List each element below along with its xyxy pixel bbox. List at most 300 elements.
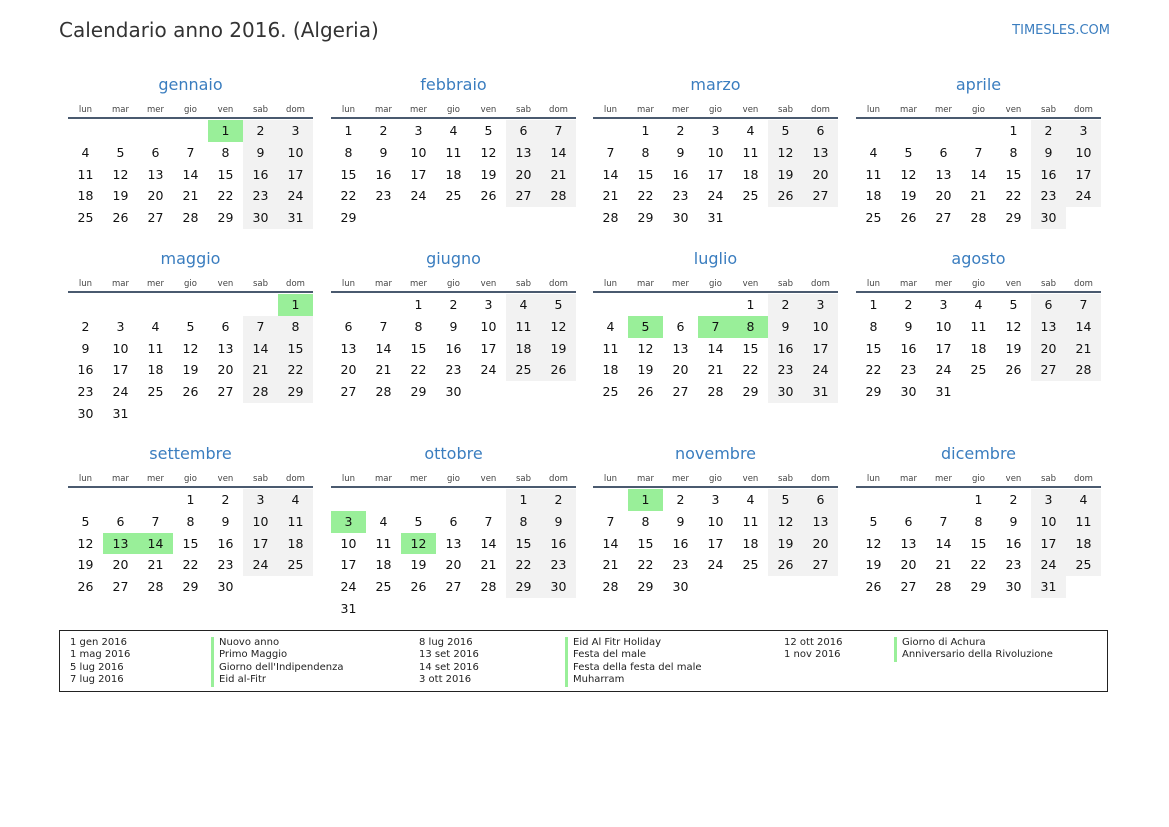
empty-cell [366,489,401,511]
legend-holiday-name: Giorno dell'Indipendenza [211,662,344,674]
day-cell: 31 [1031,576,1066,598]
day-cell: 4 [449,123,458,138]
weekday-label: dom [1074,105,1093,115]
day-cell: 11 [970,318,987,334]
day-cell: 11 [278,511,313,533]
weekday-header [856,97,1101,119]
legend-holiday-name: Giorno di Achura [894,637,1053,649]
day-grid [856,120,1101,229]
day-cell: 7 [484,513,493,529]
day-cell: 9 [221,513,230,529]
legend-date: 1 mag 2016 [70,649,131,661]
weekday-label: ven [217,279,234,289]
weekday-label: ven [480,279,497,289]
weekday-label: mer [671,474,689,484]
day-cell: 14 [1066,316,1101,338]
legend-name-column [894,637,1053,662]
day-cell: 6 [939,144,948,160]
day-cell: 7 [939,513,948,529]
weekday-label: dom [811,474,830,484]
day-cell: 17 [707,166,724,182]
day-cell: 5 [869,513,878,529]
day-cell: 2 [243,120,278,142]
month-title: agosto [951,249,1006,268]
legend-date: 7 lug 2016 [70,674,124,686]
day-cell: 20 [803,164,838,186]
day-cell: 6 [116,513,125,529]
weekday-label: mer [934,105,952,115]
weekday-label: lun [78,474,93,484]
day-cell: 11 [375,535,392,551]
day-cell: 29 [182,579,199,595]
day-cell: 21 [480,557,497,573]
day-cell: 22 [742,362,759,378]
weekday-label: sab [777,105,794,115]
day-cell: 25 [742,188,759,204]
day-cell: 31 [340,600,357,616]
day-cell: 28 [541,185,576,207]
empty-cell [366,294,401,316]
day-cell: 22 [340,188,357,204]
day-cell: 30 [672,210,689,226]
day-grid [593,489,838,598]
day-cell: 9 [676,513,685,529]
day-cell: 14 [243,338,278,360]
weekday-label: gio [447,279,460,289]
day-cell: 29 [1005,210,1022,226]
day-cell: 22 [637,188,654,204]
day-cell: 5 [484,123,493,138]
empty-cell [208,294,243,316]
day-cell: 5 [541,294,576,316]
day-cell: 15 [1005,166,1022,182]
month-settembre [68,442,313,598]
weekday-label: lun [78,279,93,289]
month-title: luglio [693,249,738,268]
day-cell: 14 [541,142,576,164]
day-cell: 4 [746,492,755,507]
empty-cell [471,489,506,511]
day-cell: 27 [217,384,234,400]
day-cell: 20 [112,557,129,573]
day-grid [331,294,576,403]
day-cell: 7 [1066,294,1101,316]
day-cell: 10 [340,535,357,551]
day-cell: 16 [375,166,392,182]
day-cell: 2 [904,297,913,312]
weekday-header [856,466,1101,488]
day-cell: 7 [974,144,983,160]
day-cell: 28 [480,579,497,595]
day-cell: 25 [147,384,164,400]
day-cell: 12 [1005,318,1022,334]
day-cell: 3 [803,294,838,316]
empty-cell [68,120,103,142]
weekday-label: sab [777,474,794,484]
day-cell: 3 [278,120,313,142]
day-cell: 17 [278,164,313,186]
day-cell: 29 [340,210,357,226]
weekday-label: mer [409,105,427,115]
day-cell: 23 [541,554,576,576]
day-cell: 17 [1031,533,1066,555]
empty-cell [663,294,698,316]
legend-name-column [211,637,344,687]
weekday-label: ven [1005,279,1022,289]
empty-cell [331,294,366,316]
weekday-label: ven [742,279,759,289]
weekday-label: mar [637,279,654,289]
day-cell: 15 [410,340,427,356]
empty-cell [68,294,103,316]
day-cell: 19 [768,533,803,555]
day-cell: 19 [768,164,803,186]
day-cell: 21 [602,557,619,573]
day-cell: 29 [637,579,654,595]
day-cell: 21 [970,188,987,204]
day-cell: 6 [221,318,230,334]
day-cell: 23 [672,188,689,204]
weekday-label: sab [252,279,269,289]
holiday-day-cell: 1 [208,120,243,142]
day-cell: 3 [1031,489,1066,511]
day-cell: 30 [445,384,462,400]
day-cell: 26 [768,554,803,576]
day-cell: 3 [243,489,278,511]
day-cell: 15 [506,533,541,555]
weekday-label: gio [184,474,197,484]
day-cell: 4 [869,144,878,160]
day-grid [856,489,1101,598]
day-cell: 20 [803,533,838,555]
day-cell: 7 [151,513,160,529]
day-cell: 13 [445,535,462,551]
legend-date-column [70,637,130,687]
weekday-label: sab [1040,474,1057,484]
day-cell: 16 [445,340,462,356]
weekday-label: ven [217,105,234,115]
day-cell: 6 [344,318,353,334]
day-cell: 11 [147,340,164,356]
day-cell: 26 [410,579,427,595]
day-grid [68,120,313,229]
weekday-label: mer [146,474,164,484]
day-cell: 23 [375,188,392,204]
weekday-label: dom [549,105,568,115]
weekday-label: mar [112,105,129,115]
day-cell: 28 [602,210,619,226]
day-cell: 25 [1066,554,1101,576]
weekday-label: ven [480,105,497,115]
legend-date: 5 lug 2016 [70,661,124,673]
day-cell: 27 [935,210,952,226]
day-cell: 4 [151,318,160,334]
day-cell: 21 [707,362,724,378]
day-cell: 2 [1009,492,1018,507]
day-cell: 25 [865,210,882,226]
legend-date: 1 nov 2016 [784,649,841,661]
month-title: dicembre [940,444,1017,463]
day-cell: 19 [182,362,199,378]
day-cell: 18 [77,188,94,204]
day-cell: 26 [637,384,654,400]
day-cell: 9 [676,144,685,160]
day-cell: 4 [746,123,755,138]
day-cell: 14 [602,166,619,182]
day-cell: 18 [445,166,462,182]
day-cell: 3 [711,492,720,507]
weekday-label: mer [671,105,689,115]
day-cell: 8 [974,513,983,529]
day-cell: 8 [344,144,353,160]
month-agosto [856,247,1101,403]
day-cell: 4 [974,297,983,312]
day-cell: 29 [742,384,759,400]
day-cell: 6 [151,144,160,160]
day-cell: 25 [77,210,94,226]
weekday-label: dom [1074,279,1093,289]
day-cell: 6 [506,120,541,142]
empty-cell [103,489,138,511]
day-cell: 19 [900,188,917,204]
day-cell: 24 [278,185,313,207]
day-cell: 20 [217,362,234,378]
day-cell: 27 [803,554,838,576]
day-cell: 6 [904,513,913,529]
empty-cell [593,120,628,142]
day-cell: 15 [637,166,654,182]
day-cell: 6 [803,489,838,511]
day-cell: 10 [707,513,724,529]
weekday-label: lun [341,279,356,289]
day-cell: 12 [77,535,94,551]
day-cell: 23 [672,557,689,573]
day-cell: 13 [935,166,952,182]
holiday-day-cell: 1 [628,489,663,511]
day-cell: 14 [707,340,724,356]
day-cell: 15 [742,340,759,356]
weekday-label: mar [375,105,392,115]
day-cell: 10 [1066,142,1101,164]
weekday-label: ven [217,474,234,484]
day-cell: 3 [484,297,493,312]
weekday-label: gio [972,474,985,484]
month-title: ottobre [424,444,483,463]
day-cell: 6 [1031,294,1066,316]
day-cell: 17 [707,535,724,551]
day-cell: 10 [803,316,838,338]
day-cell: 27 [147,210,164,226]
day-cell: 23 [768,359,803,381]
day-cell: 10 [935,318,952,334]
day-cell: 16 [217,535,234,551]
legend-date: 14 set 2016 [419,661,479,673]
day-cell: 20 [506,164,541,186]
month-novembre [593,442,838,598]
day-cell: 17 [1066,164,1101,186]
empty-cell [331,489,366,511]
weekday-header [68,271,313,293]
day-cell: 11 [1066,511,1101,533]
day-cell: 6 [449,513,458,529]
day-cell: 11 [506,316,541,338]
month-febbraio [331,73,576,229]
day-grid [593,120,838,229]
day-cell: 17 [935,340,952,356]
day-grid [856,294,1101,403]
day-cell: 1 [344,123,353,138]
day-cell: 25 [970,362,987,378]
day-cell: 16 [672,535,689,551]
day-cell: 26 [900,210,917,226]
day-cell: 11 [742,144,759,160]
weekday-label: dom [811,105,830,115]
day-grid [68,294,313,425]
day-cell: 16 [243,164,278,186]
day-cell: 1 [869,297,878,312]
month-title: aprile [955,75,1002,94]
day-cell: 2 [541,489,576,511]
day-cell: 24 [243,554,278,576]
weekday-label: mar [900,279,917,289]
day-cell: 6 [803,120,838,142]
month-maggio [68,247,313,425]
day-cell: 5 [414,513,423,529]
weekday-header [593,97,838,119]
weekday-header [331,97,576,119]
day-cell: 29 [410,384,427,400]
legend-date: 8 lug 2016 [419,637,473,648]
day-cell: 10 [410,144,427,160]
weekday-label: gio [447,105,460,115]
day-cell: 30 [1005,579,1022,595]
holiday-day-cell: 14 [138,533,173,555]
site-link[interactable]: TIMESLES.COM [1012,23,1110,38]
day-cell: 12 [768,142,803,164]
day-cell: 17 [480,340,497,356]
day-cell: 18 [865,188,882,204]
weekday-label: gio [709,474,722,484]
day-cell: 1 [1009,123,1018,138]
day-cell: 22 [506,554,541,576]
day-cell: 14 [935,535,952,551]
day-cell: 18 [278,533,313,555]
day-cell: 30 [541,576,576,598]
day-cell: 9 [81,340,90,356]
day-cell: 18 [602,362,619,378]
day-cell: 15 [278,338,313,360]
holiday-day-cell: 12 [401,533,436,555]
day-cell: 31 [707,210,724,226]
day-cell: 31 [803,381,838,403]
day-cell: 20 [935,188,952,204]
day-cell: 20 [900,557,917,573]
day-cell: 25 [506,359,541,381]
day-cell: 12 [768,511,803,533]
day-cell: 5 [768,489,803,511]
day-cell: 1 [746,297,755,312]
empty-cell [593,294,628,316]
weekday-label: dom [549,279,568,289]
legend-date-column [784,637,843,662]
day-cell: 18 [970,340,987,356]
day-cell: 1 [974,492,983,507]
empty-cell [698,294,733,316]
day-cell: 26 [865,579,882,595]
day-cell: 24 [112,384,129,400]
holiday-day-cell: 3 [331,511,366,533]
day-cell: 1 [506,489,541,511]
day-cell: 22 [637,557,654,573]
day-cell: 21 [935,557,952,573]
weekday-label: lun [341,474,356,484]
day-cell: 16 [768,338,803,360]
weekday-label: mar [375,474,392,484]
day-cell: 3 [711,123,720,138]
day-cell: 10 [707,144,724,160]
day-cell: 24 [707,557,724,573]
day-cell: 13 [803,511,838,533]
holiday-day-cell: 13 [103,533,138,555]
day-cell: 12 [637,340,654,356]
day-cell: 15 [217,166,234,182]
day-cell: 10 [1031,511,1066,533]
day-cell: 8 [506,511,541,533]
legend-holiday-name: Eid al-Fitr [211,674,344,686]
holiday-day-cell: 8 [733,316,768,338]
day-cell: 23 [77,384,94,400]
day-cell: 10 [278,142,313,164]
day-cell: 8 [641,144,650,160]
day-cell: 16 [1031,164,1066,186]
day-cell: 27 [340,384,357,400]
holiday-day-cell: 1 [278,294,313,316]
day-cell: 9 [1031,142,1066,164]
weekday-label: sab [515,279,532,289]
day-cell: 24 [935,362,952,378]
weekday-label: sab [252,474,269,484]
legend-name-column [565,637,702,687]
month-luglio [593,247,838,403]
day-grid [68,489,313,598]
day-cell: 16 [541,533,576,555]
day-cell: 5 [768,120,803,142]
day-cell: 2 [449,297,458,312]
month-aprile [856,73,1101,229]
weekday-header [331,466,576,488]
month-title: novembre [674,444,757,463]
day-cell: 10 [112,340,129,356]
weekday-label: ven [1005,474,1022,484]
day-cell: 31 [278,207,313,229]
weekday-label: mar [637,105,654,115]
day-cell: 7 [186,144,195,160]
day-cell: 30 [1031,207,1066,229]
day-cell: 13 [803,142,838,164]
month-giugno [331,247,576,403]
day-cell: 28 [243,381,278,403]
legend-date: 13 set 2016 [419,649,479,661]
day-cell: 2 [379,123,388,138]
day-cell: 9 [1009,513,1018,529]
day-cell: 7 [541,120,576,142]
day-cell: 8 [186,513,195,529]
day-cell: 7 [379,318,388,334]
legend-holiday-name: Nuovo anno [211,637,344,649]
day-cell: 27 [112,579,129,595]
day-cell: 14 [480,535,497,551]
day-cell: 12 [480,144,497,160]
